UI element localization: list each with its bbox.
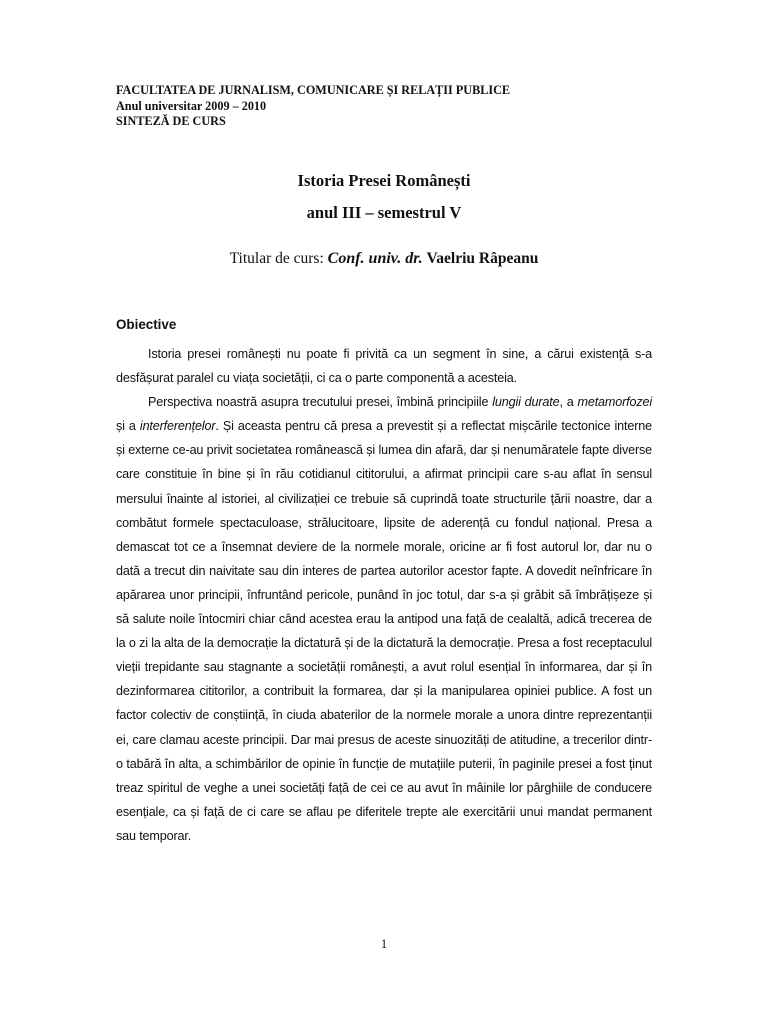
page-number: 1 (380, 936, 388, 951)
p2-text-d: . Și aceasta pentru că presa a prevestit și a reflectat mișcările tectonice interne și externe ce-au privit societatea românească și lumea din afară, dar și nenumăratele fapte diverse care constituie în bine și în rău cotidianul cititorului, a afirmat principii care s-au aflat în sensul mersului înainte al istoriei, al civilizației ce trebuie să cuprindă toate structurile țării noastre, dar a combătut formele spectaculoase, strălucitoare, lipsite de aderență cu fondul național. Presa a demascat tot ce a însemnat deviere de la normele morale, oricine ar fi fost autorul lor, dar nu o dată a trecut din naivitate sau din interes de partea autorilor acestor fapte. A dovedit neînfricare în apărarea unor principii, înfruntând pericole, punând în joc totul, dar s-a și grăbit să îmbrățișeze și să salute noile întocmiri chiar când acestea erau la antipod una față de cealaltă, adică trecerea de la o zi la alta de la democrație la dictatură și de la dictatură la democrație. Presa a fost receptaculul vieții trepidante sau stagnante a societății românești, a avut rolul esențial în informarea, dar și în dezinformarea cititorilor, a contribuit la formarea, dar și la manipularea opiniei publice. A fost un factor colectiv de conștiință, în ciuda abaterilor de la normele morale a unora dintre reprezentanții ei, care clamau aceste principii. Dar mai presus de aceste sinuozități de atitudine, a trecerilor dintr-o tabără în alta, a schimbărilor de opinie în funcție de mutațiile puterii, în paginile presei a fost ținut treaz spiritul de veghe a unei societăți față de cei ce au avut în mâinile lor pârghiile de conducere esențiale, ca și față de ci care se aflau pe diferitele trepte ale exercitării unui mandat permanent sau temporar. (116, 419, 652, 843)
paragraph-1: Istoria presei românești nu poate fi privită ca un segment în sine, a cărui existență s-a desfășurat paralel cu viața societății, ci ca o parte componentă a acesteia. (116, 347, 652, 386)
p2-text-b: , a (559, 395, 578, 410)
p2-emphasis-3: interferențelor (139, 419, 216, 434)
faculty-name: FACULTATEA DE JURNALISM, COMUNICARE ȘI RELAȚII PUBLICE (116, 83, 511, 97)
p2-emphasis-1: lungii durate (492, 395, 560, 410)
instructor-rank: Conf. univ. dr. (327, 250, 423, 267)
course-subtitle: anul III – semestrul V (306, 203, 462, 222)
course-title: Istoria Presei Românești (297, 171, 471, 190)
instructor-name: Vaelriu Râpeanu (426, 250, 539, 267)
academic-year: Anul universitar 2009 – 2010 (116, 98, 267, 113)
p2-text-a: Perspectiva noastră asupra trecutului presei, îmbină principiile (148, 395, 493, 410)
document-header (116, 83, 676, 130)
document-type: SINTEZĂ DE CURS (116, 114, 226, 128)
instructor-label: Titular de curs: (229, 250, 328, 267)
p2-text-c: și a (116, 419, 140, 434)
p2-emphasis-2: metamorfozei (577, 395, 653, 410)
paragraph-2 (116, 390, 652, 848)
instructor-line (0, 250, 768, 268)
section-body (116, 342, 652, 848)
section-heading: Obiective (116, 317, 177, 332)
